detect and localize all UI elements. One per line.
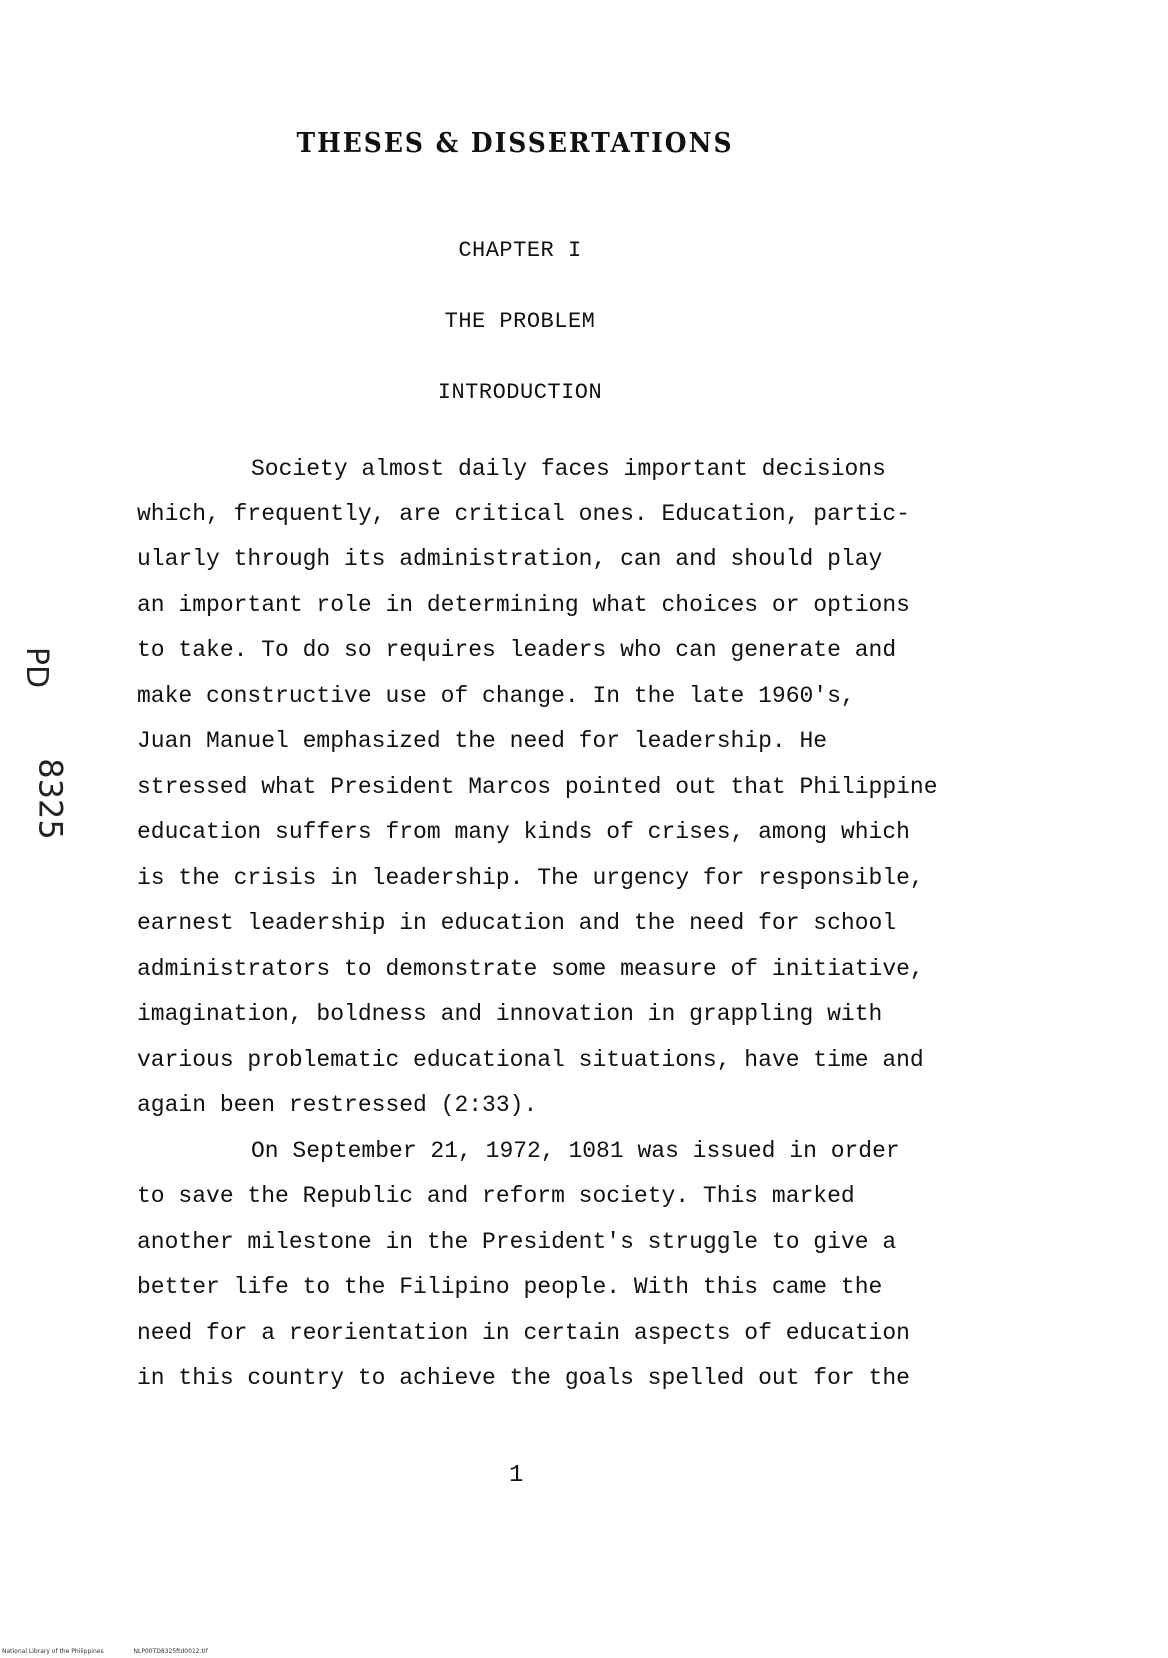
body-line: again been restressed (2:33). <box>137 1092 538 1118</box>
body-line: imagination, boldness and innovation in grappling with <box>137 1001 883 1027</box>
subsection-title: INTRODUCTION <box>437 380 603 405</box>
body-line: various problematic educational situations, have time and <box>137 1047 924 1073</box>
body-line: earnest leadership in education and the need for school <box>137 910 897 936</box>
body-line: is the crisis in leadership. The urgency for responsible, <box>137 865 924 891</box>
chapter-heading: CHAPTER I <box>458 238 582 263</box>
body-line: in this country to achieve the goals spelled out for the <box>137 1365 910 1391</box>
body-line: ularly through its administration, can and should play <box>137 546 883 572</box>
margin-note: PD <box>19 646 55 689</box>
body-line: to save the Republic and reform society. This marked <box>137 1183 855 1209</box>
page-number: 1 <box>509 1462 524 1489</box>
body-line: better life to the Filipino people. With this came the <box>137 1274 883 1300</box>
body-line: administrators to demonstrate some measure of initiative, <box>137 956 924 982</box>
body-line: an important role in determining what choices or options <box>137 592 910 618</box>
body-line: make constructive use of change. In the late 1960's, <box>137 683 855 709</box>
body-line: stressed what President Marcos pointed out that Philippine <box>137 774 938 800</box>
body-line: Juan Manuel emphasized the need for leadership. He <box>137 728 828 754</box>
margin-note: 8325 <box>31 758 70 840</box>
body-line: On September 21, 1972, 1081 was issued in order <box>251 1138 900 1164</box>
section-title: THE PROBLEM <box>444 309 596 334</box>
body-line: Society almost daily faces important decisions <box>251 456 886 482</box>
body-line: need for a reorientation in certain aspects of education <box>137 1320 910 1346</box>
footer-filename: NLP00TD8325ftd0012.tif <box>133 1648 208 1655</box>
body-line: another milestone in the President's struggle to give a <box>137 1229 897 1255</box>
body-line: education suffers from many kinds of crises, among which <box>137 819 910 845</box>
body-line: to take. To do so requires leaders who can generate and <box>137 637 897 663</box>
body-line: which, frequently, are critical ones. Education, partic- <box>137 501 910 527</box>
collection-stamp: THESES & DISSERTATIONS <box>296 126 734 159</box>
scan-footer <box>2 1648 236 1655</box>
footer-library: National Library of the Philippines <box>2 1648 104 1655</box>
